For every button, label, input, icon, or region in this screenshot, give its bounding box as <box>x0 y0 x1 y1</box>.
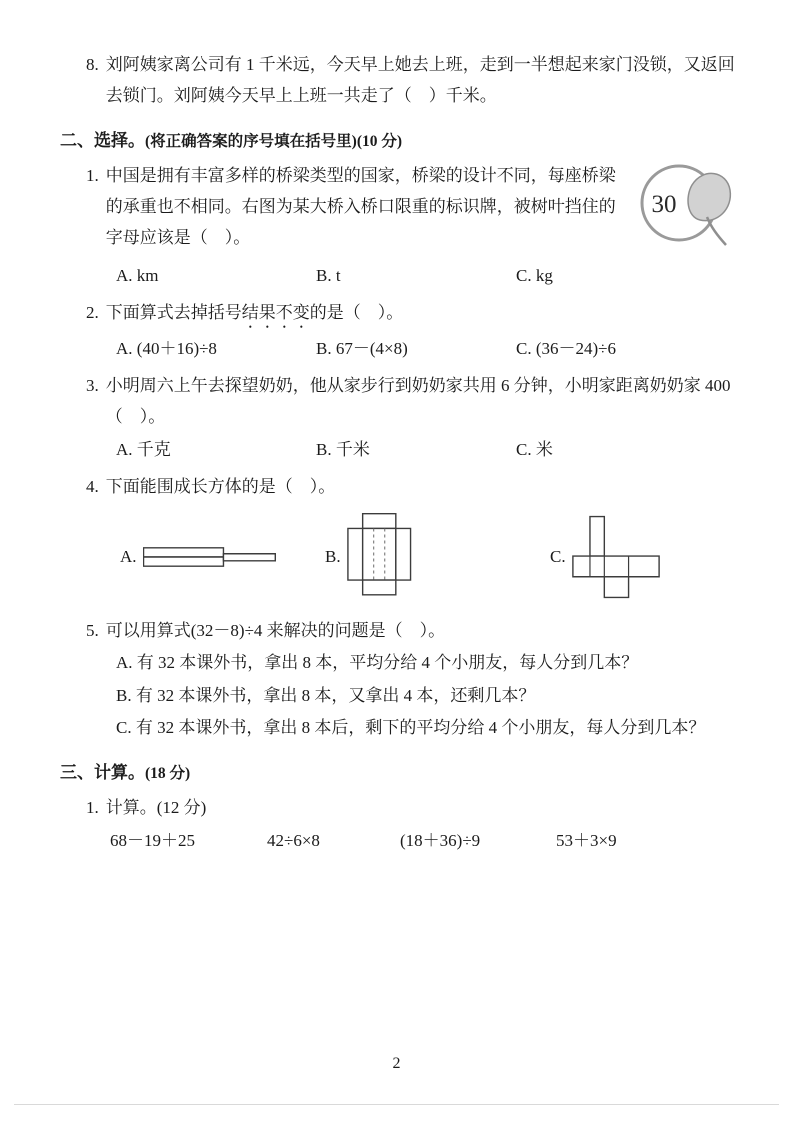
fill-item-8 <box>60 50 737 112</box>
q4-option-c-label: C. <box>550 546 566 566</box>
net-figure-b <box>347 512 417 602</box>
q1-option-c: C. kg <box>516 265 553 285</box>
question-text: 计算。(12 分) <box>105 798 207 818</box>
leaf-stem <box>707 217 726 245</box>
q4-option-a-label: A. <box>120 546 137 566</box>
q5-option-a: A. 有 32 本课外书，拿出 8 本，平均分给 4 个小朋友，每人分到几本？ <box>116 653 639 673</box>
q1-option-a: A. km <box>116 265 159 285</box>
q2-stem-emphasized: 结果不变 <box>241 302 310 322</box>
q5-option-b: B. 有 32 本课外书，拿出 8 本，又拿出 4 本，还剩几本？ <box>116 685 536 705</box>
choice-q3 <box>60 371 737 433</box>
calc-sub1 <box>60 793 737 824</box>
question-text: 刘阿姨家离公司有 1 千米远，今天早上她去上班，走到一半想起来家门没锁，又返回去锁门。刘阿姨今天早上上班一共走了（ ）千米。 <box>105 55 735 105</box>
section-choice-title: 二、选择。 <box>60 130 145 150</box>
q2-option-a: A. (40＋16)÷8 <box>116 338 217 358</box>
choice-q2 <box>60 298 737 332</box>
q2-stem-pre: 下面算式去掉括号 <box>105 302 242 322</box>
leaf-shape <box>688 173 730 220</box>
question-number: 3. <box>86 375 99 395</box>
question-number: 8. <box>86 55 99 74</box>
q2-options <box>60 334 737 365</box>
q4-figure-a <box>120 539 325 575</box>
question-text: 小明周六上午去探望奶奶，他从家步行到奶奶家共用 6 分钟，小明家距离奶奶家 400（ ）。 <box>105 375 731 426</box>
question-number: 2. <box>86 302 99 322</box>
weight-limit-sign-icon <box>637 157 737 255</box>
calc-expression-3: (18＋36)÷9 <box>400 831 481 851</box>
section-calc-note: (18 分) <box>145 765 191 783</box>
choice-q5 <box>60 616 737 647</box>
question-number: 4. <box>86 476 99 496</box>
section-choice-note: (将正确答案的序号填在括号里)(10 分) <box>145 132 403 150</box>
q1-options <box>60 261 737 292</box>
section-choice-heading <box>60 126 737 157</box>
question-number: 1. <box>86 798 99 818</box>
section-calc-heading <box>60 758 737 789</box>
question-text: 可以用算式(32－8)÷4 来解决的问题是（ ）。 <box>105 621 446 641</box>
q4-figures <box>60 512 737 602</box>
calc-expression-2: 42÷6×8 <box>267 831 320 851</box>
section-calc-title: 三、计算。 <box>60 763 145 783</box>
choice-q1 <box>60 161 737 259</box>
q5-options <box>60 647 737 744</box>
q3-option-a: A. 千克 <box>116 439 171 459</box>
page-number: 2 <box>392 1054 401 1072</box>
q4-option-b-label: B. <box>325 546 341 566</box>
question-number: 1. <box>86 165 99 185</box>
sign-number: 30 <box>651 190 677 218</box>
q2-option-b: B. 67－(4×8) <box>316 338 408 358</box>
net-figure-a <box>143 539 278 575</box>
question-text <box>106 161 737 259</box>
q1-stem: 中国是拥有丰富多样的桥梁类型的国家，桥梁的设计不同，每座桥梁的承重也不相同。右图为某大桥入桥口限重的标识牌，被树叶挡住的字母应该是（ ）。 <box>105 165 616 247</box>
q2-option-c: C. (36－24)÷6 <box>516 338 616 358</box>
q2-stem-post: 的是（ ）。 <box>309 302 404 322</box>
net-figure-c <box>572 515 660 599</box>
q4-figure-b <box>325 512 550 602</box>
question-number: 5. <box>86 621 99 641</box>
calc-expression-4: 53＋3×9 <box>556 831 617 851</box>
question-text <box>106 298 737 332</box>
q4-figure-c <box>550 515 660 599</box>
weight-limit-sign-figure <box>637 157 737 255</box>
q3-option-b: B. 千米 <box>316 439 370 459</box>
question-text: 下面能围成长方体的是（ ）。 <box>105 476 336 496</box>
q3-options <box>60 435 737 466</box>
choice-q4 <box>60 472 737 503</box>
q3-option-c: C. 米 <box>516 439 553 459</box>
page-bottom-rule <box>14 1104 779 1105</box>
calc-expressions <box>60 826 737 857</box>
calc-expression-1: 68－19＋25 <box>110 831 195 851</box>
q1-option-b: B. t <box>316 265 341 285</box>
q5-option-c: C. 有 32 本课外书，拿出 8 本后，剩下的平均分给 4 个小朋友，每人分到几本？ <box>116 717 706 737</box>
